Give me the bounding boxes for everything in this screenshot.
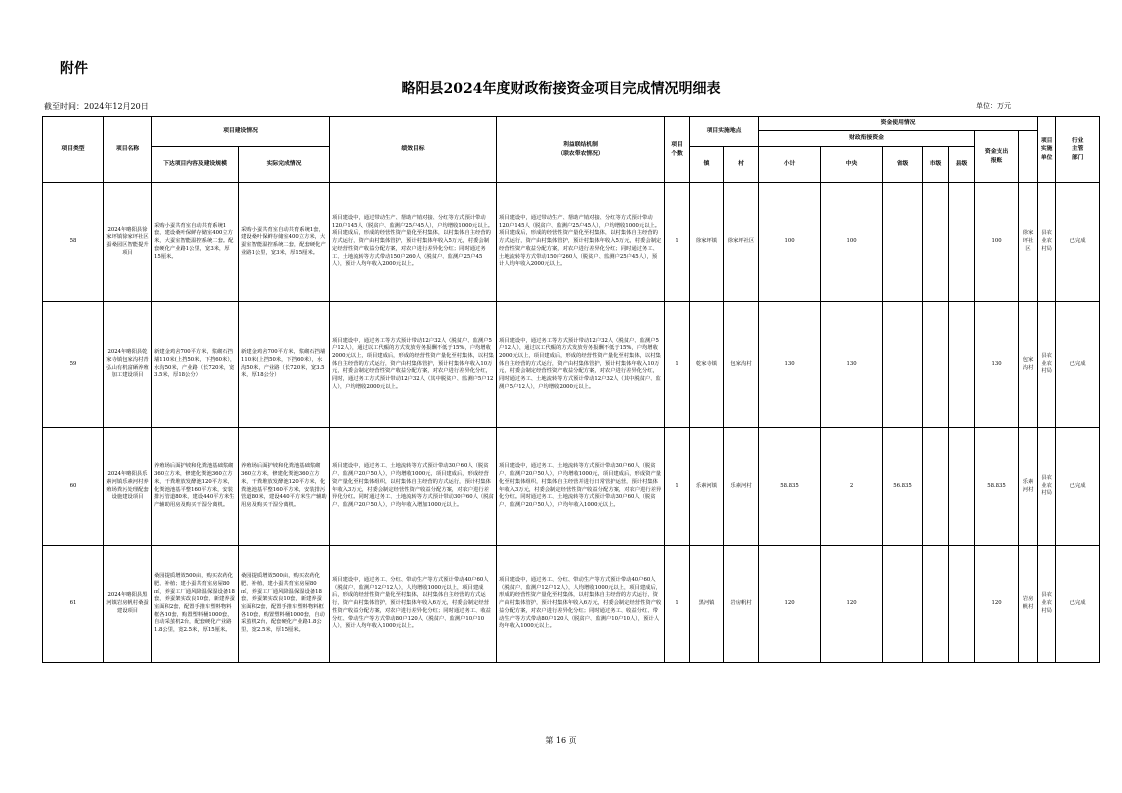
cell-status: 已完成: [1056, 302, 1100, 428]
cell-benefit: 项目建设中，通过务工等方式预计带动12户32人（脱贫户、监测户5户12人），通过以工代赈的方式发放劳务报酬不低于15%，户均增收2000元以上，项目建成后，形成的经营性资产量化至村集体，以村集体自主经营的方式运行，资产由村集体管护，预计村集体年收入10万元，村委会制定经营性资产收益分配方案，对农户进行差异化分红，同时通过务工、土地流转等方式预计带动12户32人（其中脱贫户、监测户5户12人），户均增收2000元以上。: [497, 302, 665, 428]
header-location: 项目实施地点: [690, 117, 759, 147]
cell-city: [923, 183, 949, 302]
cell-actual: 采购小蚕共育室自动共育系统1套，建设桑叶保鲜存储室400立方米，大蚕室智能温控系统二套，配套硬化产业路1公里，宽3米，厚15厘米。: [239, 183, 330, 302]
cell-type: 61: [43, 546, 104, 663]
cell-benefit: 项目建设中，通过务工、土地流转等方式预计带动30户60人（脱贫户、监测户20户50人），户均增收1000元，项目建成后，形成资产量化至村集体组织，村集体自主经营并进行日常管护运营，预计村集体年收入3万元，村委会制定经营性资产收益分配方案，对农户进行差异化分红。同时通过务工、土地流转等方式预计带动30户60人（脱贫户、监测户20户50人），户均年收入1000元以上。: [497, 428, 665, 546]
cell-county: [949, 302, 975, 428]
cell-count: 1: [665, 546, 690, 663]
table-row: [43, 546, 1100, 663]
table-row: [43, 428, 1100, 546]
cell-town: 乐素河镇: [690, 428, 724, 546]
cell-issued: 养殖场后面护坡和化粪池基础浆砌360立方米，修建化粪池360立方米，干粪堆放发酵池120平方米，化粪池池基平整160平方米，安装排污管道80米，建设440平方米生产辅助用房及购买干湿分离机。: [152, 428, 239, 546]
header-village: 村: [724, 147, 759, 183]
header-provincial: 省级: [883, 147, 923, 183]
table-row: [43, 302, 1100, 428]
cell-actual: 养殖场后面护坡和化粪池基础浆砌360立方米，修建化粪池360立方米，干粪堆放发酵池120平方米，化粪池池基平整160平方米，安装排污管道80米，建设440平方米生产辅助用房及购买干湿分离机。: [239, 428, 330, 546]
cell-spent: 58.835: [975, 428, 1019, 546]
cell-provincial: 56.835: [883, 428, 923, 546]
cell-spent: 120: [975, 546, 1019, 663]
cell-city: [923, 428, 949, 546]
cutoff-date: 截至时间：2024年12月20日: [44, 102, 149, 111]
project-table: [42, 116, 1100, 663]
cell-subtotal: 58.835: [759, 428, 821, 546]
cell-central: 120: [821, 546, 883, 663]
cell-type: 60: [43, 428, 104, 546]
table-row: [43, 183, 1100, 302]
cell-county: [949, 183, 975, 302]
cell-subtotal: 130: [759, 302, 821, 428]
cell-town: 乾家寺镇: [690, 302, 724, 428]
cell-benefit: 项目建设中，通过务工、分红、带动生产等方式预计带动40户60人（脱贫户、监测户12户12人），人均增收1000元以上，项目建成后，形成的经营性资产量化至村集体，以村集体自主经营的方式运行，资产由村集体管护，预计村集体年收入6万元，村委会制定经营性资产收益分配方案，对农户进行差异化分红；同时通过务工、收益分红、带动生产等方式带动80户120人（脱贫户、监测户10户10人），预计人均年收入1000元以上。: [497, 546, 665, 663]
page-number: 第 16 页: [545, 736, 577, 745]
cell-dept: 县农业农村局: [1038, 183, 1056, 302]
header-impl-unit: 项目 实施 单位: [1038, 117, 1056, 183]
header-benefit: 利益联结机制 （联农带农情况）: [497, 117, 665, 183]
cell-provincial: [883, 183, 923, 302]
header-goal: 绩效目标: [330, 117, 497, 183]
header-type: 项目类型: [43, 117, 104, 183]
cell-status: 已完成: [1056, 546, 1100, 663]
cell-name: 2024年略阳县黑河镇岩房帆村桑蚕建设项目: [104, 546, 152, 663]
attachment-label: 附件: [60, 61, 88, 77]
cell-issued: 桑园提质增效500亩，购买农药化肥、补植；建小蚕共育室房屋80㎡，养蚕工厂通风降温保湿设备18套，养蚕架实改良10套，新建养蚕室面积2套，配置手推车塑料物料框各10套，购置塑料桶1000套，自动采茧机2台，配套硬化产业路1.8公里，宽2.5米，厚15厘米。: [152, 546, 239, 663]
header-name: 项目名称: [104, 117, 152, 183]
cell-issued: 采购小蚕共育室自动共育系统1套，建设桑叶保鲜存储室400立方米，大蚕室智能温控系统二套。配套硬化产业路1公里，宽3米，厚15厘米。: [152, 183, 239, 302]
header-central: 中央: [821, 147, 883, 183]
cell-goal: 项目建设中，通过务工、分红、带动生产等方式预计带动40户60人（脱贫户、监测户12户12人），人均增收1000元以上，项目建成后，形成的经营性资产量化至村集体，以村集体自主经营的方式运行，资产由村集体管护，预计村集体年收入6万元，村委会制定经营性资产收益分配方案，对农户进行差异化分红；同时通过务工、收益分红、带动生产等方式带动80户120人（脱贫户、监测户10户10人），预计人均年收入1000元以上。: [330, 546, 497, 663]
header-construction: 项目建设情况: [152, 117, 330, 147]
cell-spent: 100: [975, 183, 1019, 302]
cell-provincial: [883, 546, 923, 663]
cell-subtotal: 100: [759, 183, 821, 302]
cell-name: 2024年略阳县乐素河镇乐素河村养殖场粪污处理配套设施建设项目: [104, 428, 152, 546]
cell-count: 1: [665, 183, 690, 302]
cell-dept: 县农业农村局: [1038, 428, 1056, 546]
cell-status: 已完成: [1056, 428, 1100, 546]
cell-town: 徐家坪镇: [690, 183, 724, 302]
cell-central: 130: [821, 302, 883, 428]
cell-impl-unit: 乐素河村: [1019, 428, 1038, 546]
cell-central: 2: [821, 428, 883, 546]
cell-village: 包家沟村: [724, 302, 759, 428]
header-count: 项目 个数: [665, 117, 690, 183]
cell-central: 100: [821, 183, 883, 302]
header-actual: 实际完成情况: [239, 147, 330, 183]
cell-name: 2024年略阳县徐家坪镇徐家坪社区蚕桑园区智能提升项目: [104, 183, 152, 302]
header-subtotal: 小计: [759, 147, 821, 183]
cell-impl-unit: 岩房帆村: [1019, 546, 1038, 663]
cell-name: 2024年略阳县乾家寺镇包家沟村青弘山有机富硒养殖加工建设项目: [104, 302, 152, 428]
cell-village: 岩房帆村: [724, 546, 759, 663]
header-dept: 行业 主管 部门: [1056, 117, 1100, 183]
header-funds-use: 资金使用情况: [759, 117, 1038, 131]
cell-county: [949, 428, 975, 546]
unit-label: 单位：万元: [976, 102, 1011, 110]
cell-impl-unit: 包家沟村: [1019, 302, 1038, 428]
cell-village: 乐素河村: [724, 428, 759, 546]
cell-dept: 县农业农村局: [1038, 302, 1056, 428]
cell-village: 徐家坪社区: [724, 183, 759, 302]
cell-goal: 项目建设中，通过带动生产、帮助产销对接、分红等方式预计带动120户145人（脱贫户、监测户25户45人），户均增收1000元以上。项目建成后，形成的经营性资产量化至村集体，以村集体自主经营的方式运行，资产由村集体管护，预计村集体年收入5万元，村委会制定经营性资产收益分配方案，对农户进行差异化分红；同时通过务工、土地流转等方式带动150户260人（脱贫户、监测户25户45人），预计人均年收入2000元以上。: [330, 183, 497, 302]
cell-goal: 项目建设中，通过务工等方式预计带动12户32人（脱贫户、监测户5户12人），通过以工代赈的方式发放劳务报酬不低于15%，户均增收2000元以上，项目建成后，形成的经营性资产量化至村集体，以村集体自主经营的方式运行，资产由村集体管护，预计村集体年收入10万元，村委会制定经营性资产收益分配方案，对农户进行差异化分红，同时，通过务工方式预计带动12户32人（其中脱贫户、监测户5户12人），户均增收2000元以上。: [330, 302, 497, 428]
cell-issued: 新建金鸡舍700平方米，浆砌石挡墙110米(上挡50米，下挡60米），水沟50米，产业路（长720米，宽3.5米，厚18公分）: [152, 302, 239, 428]
cell-type: 59: [43, 302, 104, 428]
cell-count: 1: [665, 302, 690, 428]
cell-subtotal: 120: [759, 546, 821, 663]
cell-benefit: 项目建设中，通过带动生产、帮助产销对接、分红等方式预计带动120户145人（脱贫户、监测户25户45人），户均增收1000元以上。项目建成后，形成的经营性资产量化至村集体，以村集体自主经营的方式运行，资产由村集体管护，预计村集体年收入5万元，村委会制定经营性资产收益分配方案，对农户进行差异化分红；同时通过务工、土地流转等方式带动150户260人（脱贫户、监测户25户45人），预计人均年收入2000元以上。: [497, 183, 665, 302]
cell-dept: 县农业农村局: [1038, 546, 1056, 663]
header-spent: 资金支出 报账: [975, 131, 1019, 183]
cell-actual: 新建金鸡舍700平方米，浆砌石挡墙110米(上挡50米，下挡60米），水沟50米，产业路（长720米，宽3.5米，厚18公分）: [239, 302, 330, 428]
cell-actual: 桑园提质增效500亩，购买农药化肥、补植，建小蚕共育室房屋80㎡，养蚕工厂通风降温保湿设备18套，养蚕架实改良10套，新建养蚕室面积2套，配置手推车塑料物料框各10套，购置塑料桶1000套，自动采茧机2台，配套硬化产业路1.8公里，宽2.5米，厚15厘米。: [239, 546, 330, 663]
cell-type: 58: [43, 183, 104, 302]
header-town: 镇: [690, 147, 724, 183]
cell-provincial: [883, 302, 923, 428]
cell-town: 黑河镇: [690, 546, 724, 663]
header-county: 县级: [949, 147, 975, 183]
cell-count: 1: [665, 428, 690, 546]
header-fiscal: 财政衔接资金: [759, 131, 975, 147]
cell-impl-unit: 徐家坪社区: [1019, 183, 1038, 302]
cell-goal: 项目建设中，通过务工、土地流转等方式预计带动30户60人（脱贫户、监测户20户50人），户均增收1000元，项目建成后，形成经营资产量化至村集体组织，以村集体自主经营的方式运行，预计村集体年收入3万元，村委会制定经营性资产收益分配方案，对农户进行差异化分红。同时通过务工、土地流转等方式预计带动30户60人（脱贫户、监测户20户50人），户均年收入增加1000元以上。: [330, 428, 497, 546]
cell-city: [923, 546, 949, 663]
cell-city: [923, 302, 949, 428]
cell-status: 已完成: [1056, 183, 1100, 302]
header-city: 市级: [923, 147, 949, 183]
header-issued: 下达项目内容及建设规模: [152, 147, 239, 183]
cell-spent: 130: [975, 302, 1019, 428]
document-title: 略阳县2024年度财政衔接资金项目完成情况明细表: [401, 81, 721, 97]
cell-county: [949, 546, 975, 663]
